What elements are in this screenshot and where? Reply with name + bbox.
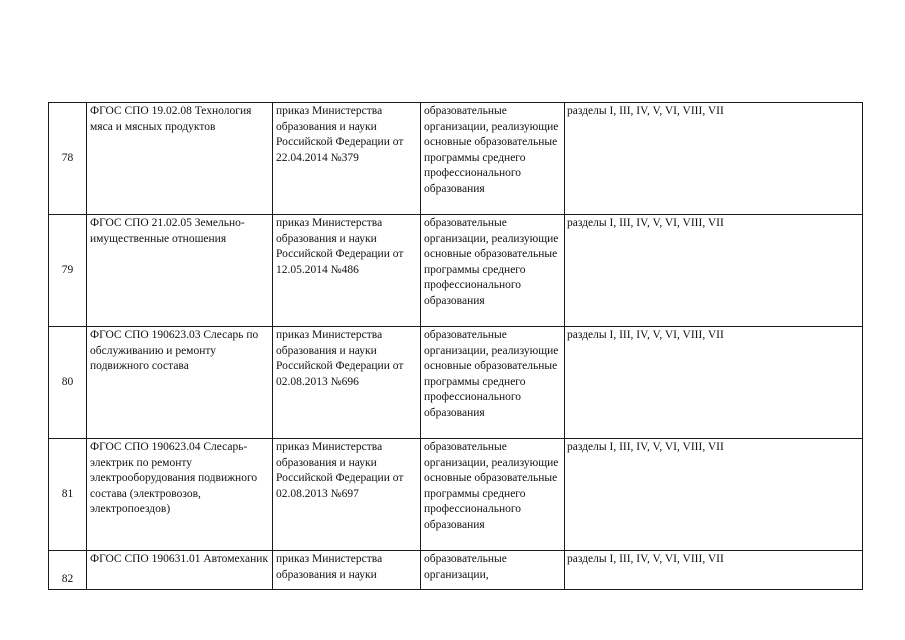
row-number: 79 [49, 215, 87, 327]
order-text: приказ Министерства образования и науки Российской Федерации от 02.08.2013 №696 [276, 329, 404, 388]
standard-cell [87, 439, 273, 551]
sections-cell [565, 215, 863, 327]
order-text: приказ Министерства образования и науки Российской Федерации от 12.05.2014 №486 [276, 217, 404, 276]
table-row [49, 327, 863, 439]
standard-name: ФГОС СПО 190631.01 Автомеханик [90, 553, 269, 565]
organizations-text: образовательные организации, [424, 553, 507, 581]
sections-text: разделы I, III, IV, V, VI, VIII, VII [567, 217, 724, 229]
sections-cell [565, 439, 863, 551]
organizations-text: образовательные организации, реализующие основные образовательные программы среднего профессионального образования [424, 441, 559, 531]
order-cell [273, 103, 421, 215]
organizations-cell [421, 103, 565, 215]
standard-cell [87, 215, 273, 327]
standard-name: ФГОС СПО 19.02.08 Технология мяса и мясных продуктов [90, 105, 252, 133]
order-cell [273, 551, 421, 590]
standard-name: ФГОС СПО 190623.03 Слесарь по обслуживанию и ремонту подвижного состава [90, 329, 259, 372]
sections-cell [565, 103, 863, 215]
organizations-text: образовательные организации, реализующие основные образовательные программы среднего профессионального образования [424, 105, 559, 195]
organizations-cell [421, 439, 565, 551]
standard-cell [87, 551, 273, 590]
table-row [49, 551, 863, 590]
organizations-cell [421, 551, 565, 590]
order-cell [273, 439, 421, 551]
table-row [49, 103, 863, 215]
sections-text: разделы I, III, IV, V, VI, VIII, VII [567, 105, 724, 117]
row-number: 81 [49, 439, 87, 551]
organizations-text: образовательные организации, реализующие основные образовательные программы среднего профессионального образования [424, 217, 559, 307]
standards-table [48, 102, 863, 590]
row-number: 80 [49, 327, 87, 439]
row-number: 82 [49, 551, 87, 590]
sections-text: разделы I, III, IV, V, VI, VIII, VII [567, 329, 724, 341]
organizations-cell [421, 215, 565, 327]
order-text: приказ Министерства образования и науки Российской Федерации от 22.04.2014 №379 [276, 105, 404, 164]
sections-text: разделы I, III, IV, V, VI, VIII, VII [567, 441, 724, 453]
table-row [49, 439, 863, 551]
row-number: 78 [49, 103, 87, 215]
standard-name: ФГОС СПО 190623.04 Слесарь-электрик по ремонту электрооборудования подвижного состава (электровозов, электропоездов) [90, 441, 258, 515]
standard-name: ФГОС СПО 21.02.05 Земельно-имущественные отношения [90, 217, 245, 245]
order-text: приказ Министерства образования и науки [276, 553, 383, 581]
standard-cell [87, 103, 273, 215]
order-cell [273, 327, 421, 439]
standard-cell [87, 327, 273, 439]
sections-cell [565, 551, 863, 590]
table-row [49, 215, 863, 327]
order-cell [273, 215, 421, 327]
sections-cell [565, 327, 863, 439]
sections-text: разделы I, III, IV, V, VI, VIII, VII [567, 553, 724, 565]
order-text: приказ Министерства образования и науки Российской Федерации от 02.08.2013 №697 [276, 441, 404, 500]
organizations-cell [421, 327, 565, 439]
organizations-text: образовательные организации, реализующие основные образовательные программы среднего профессионального образования [424, 329, 559, 419]
